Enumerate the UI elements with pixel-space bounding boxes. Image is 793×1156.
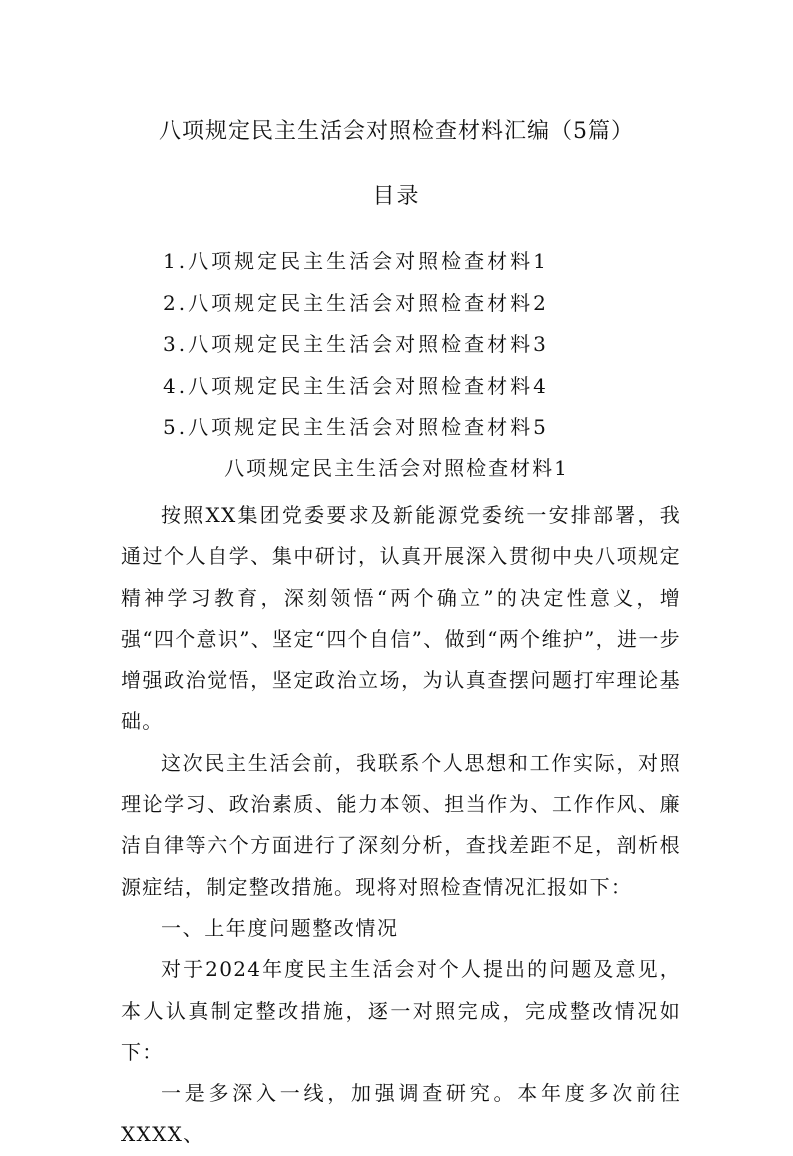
section-heading: 一、上年度问题整改情况 bbox=[161, 915, 399, 940]
document-body bbox=[121, 495, 681, 1156]
toc-item: 2.八项规定民主生活会对照检查材料2 bbox=[163, 290, 549, 315]
body-paragraph: 对于2024年度民主生活会对个人提出的问题及意见，本人认真制定整改措施，逐一对照完成，完成整改情况如下： bbox=[121, 957, 681, 1064]
body-paragraph: 一是多深入一线，加强调查研究。本年度多次前往XXXX、 bbox=[121, 1081, 681, 1147]
body-paragraph: 按照XX集团党委要求及新能源党委统一安排部署，我通过个人自学、集中研讨，认真开展深入贯彻中央八项规定精神学习教育，深刻领悟“两个确立”的决定性意义，增强“四个意识”、坚定“四个自信”、做到“两个维护”，进一步增强政治觉悟，坚定政治立场，为认真查摆问题打牢理论基础。 bbox=[121, 503, 681, 734]
toc-item: 1.八项规定民主生活会对照检查材料1 bbox=[163, 249, 549, 273]
toc-heading: 目录 bbox=[372, 184, 421, 209]
document-title: 八项规定民主生活会对照检查材料汇编（5篇） bbox=[159, 119, 634, 144]
toc-item: 4.八项规定民主生活会对照检查材料4 bbox=[163, 373, 549, 398]
table-of-contents bbox=[163, 245, 549, 453]
section-title: 八项规定民主生活会对照检查材料1 bbox=[224, 456, 569, 480]
toc-item: 3.八项规定民主生活会对照检查材料3 bbox=[163, 332, 549, 356]
toc-item: 5.八项规定民主生活会对照检查材料5 bbox=[163, 415, 549, 439]
body-paragraph: 这次民主生活会前，我联系个人思想和工作实际，对照理论学习、政治素质、能力本领、担当作为、工作作风、廉洁自律等六个方面进行了深刻分析，查找差距不足，剖析根源症结，制定整改措施。现将对照检查情况汇报如下： bbox=[121, 750, 681, 899]
